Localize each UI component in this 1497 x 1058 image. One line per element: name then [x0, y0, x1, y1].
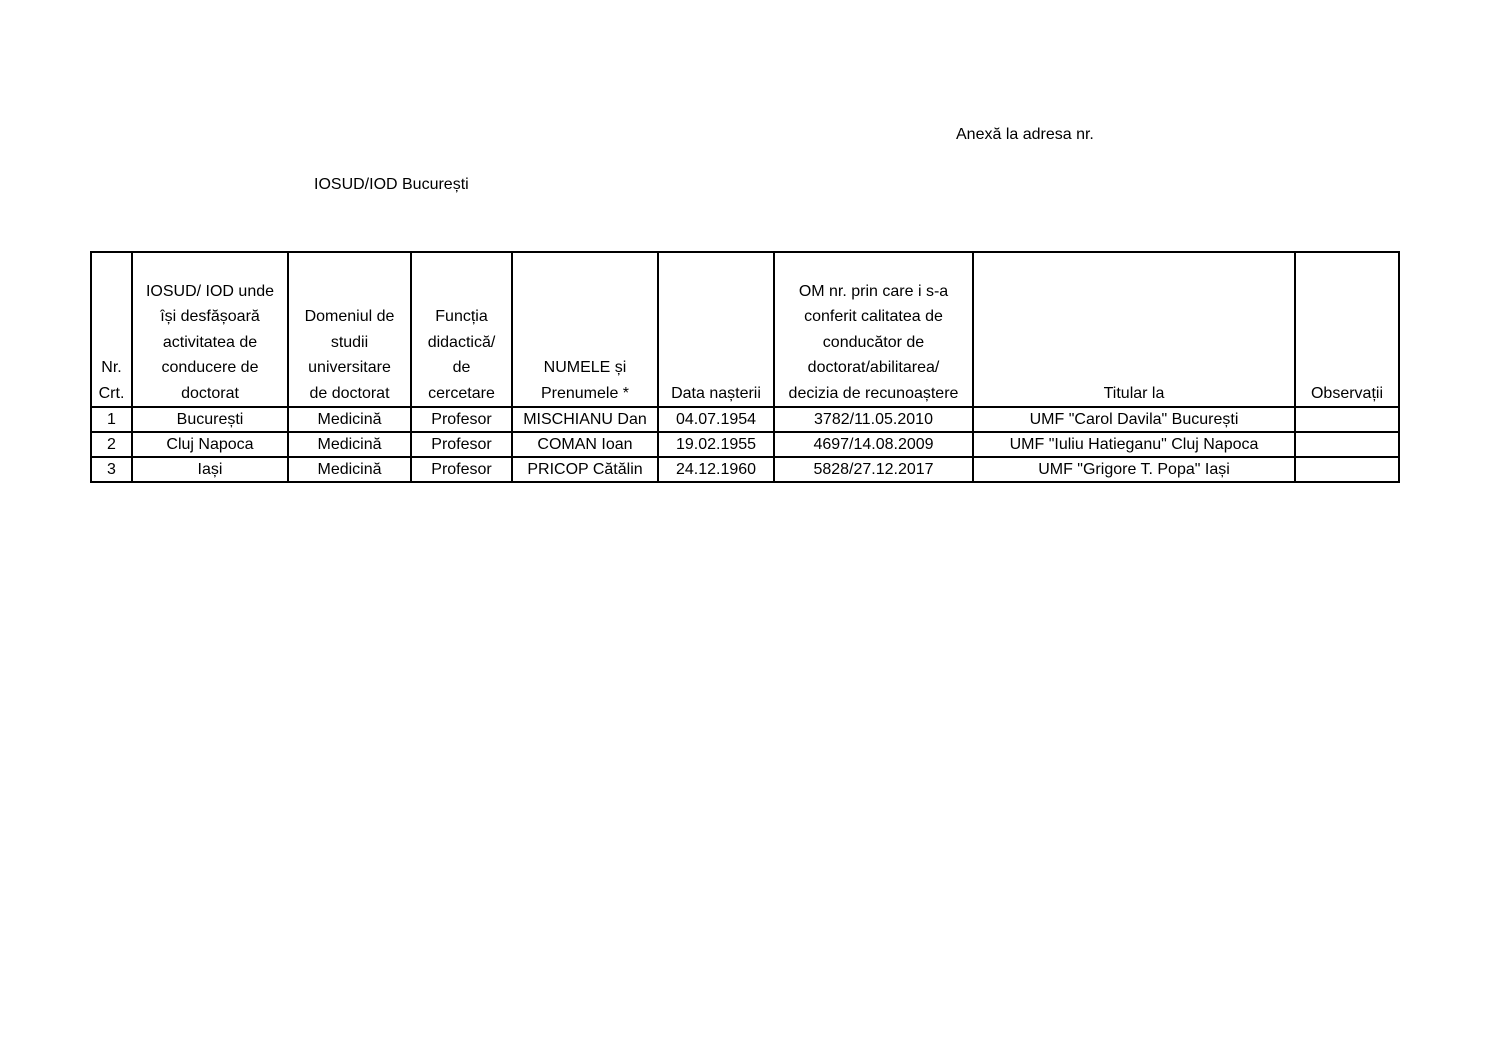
cell-om: 5828/27.12.2017: [774, 457, 973, 482]
header-observatii: [1295, 252, 1399, 407]
cell-nr: 2: [91, 432, 132, 457]
cell-numele: PRICOP Cătălin: [512, 457, 658, 482]
header-data-nasterii-text: Data nașterii: [671, 384, 761, 402]
cell-domeniul: Medicină: [288, 432, 411, 457]
cell-functia: Profesor: [411, 457, 512, 482]
header-functia-text: Funcția didactică/ de cercetare: [427, 308, 496, 402]
cell-numele: COMAN Ioan: [512, 432, 658, 457]
header-functia: [411, 252, 512, 407]
doctoral-supervisors-table: [90, 251, 1400, 483]
cell-om: 3782/11.05.2010: [774, 407, 973, 432]
cell-domeniul: Medicină: [288, 407, 411, 432]
cell-iosud: Cluj Napoca: [132, 432, 288, 457]
cell-numele: MISCHIANU Dan: [512, 407, 658, 432]
cell-iosud: București: [132, 407, 288, 432]
cell-iosud: Iași: [132, 457, 288, 482]
cell-nr: 1: [91, 407, 132, 432]
header-nr-crt-text: Nr. Crt.: [98, 359, 125, 402]
header-titular-text: Titular la: [1103, 384, 1165, 402]
table-row: [91, 457, 1399, 482]
cell-data-nasterii: 24.12.1960: [658, 457, 774, 482]
header-nr-crt: [91, 252, 132, 407]
header-om-text: OM nr. prin care i s-a conferit calitatea de conducător de doctorat/abilitarea/ decizia de recunoaștere: [788, 282, 959, 402]
cell-data-nasterii: 19.02.1955: [658, 432, 774, 457]
table-header-row: [91, 252, 1399, 407]
header-om: [774, 252, 973, 407]
cell-data-nasterii: 04.07.1954: [658, 407, 774, 432]
institution-title: IOSUD/IOD București: [314, 176, 469, 193]
annex-label: Anexă la adresa nr.: [956, 126, 1094, 143]
header-iosud-text: IOSUD/ IOD unde își desfășoară activitatea de conducere de doctorat: [145, 282, 275, 402]
table-row: [91, 407, 1399, 432]
header-titular: [973, 252, 1295, 407]
header-domeniul-text: Domeniul de studii universitare de doctorat: [304, 308, 395, 402]
table-row: [91, 432, 1399, 457]
cell-titular: UMF "Carol Davila" București: [973, 407, 1295, 432]
cell-titular: UMF "Grigore T. Popa" Iași: [973, 457, 1295, 482]
cell-observatii: [1295, 432, 1399, 457]
cell-domeniul: Medicină: [288, 457, 411, 482]
header-domeniul: [288, 252, 411, 407]
header-numele: [512, 252, 658, 407]
cell-nr: 3: [91, 457, 132, 482]
header-observatii-text: Observații: [1310, 384, 1384, 402]
cell-functia: Profesor: [411, 432, 512, 457]
cell-observatii: [1295, 407, 1399, 432]
cell-om: 4697/14.08.2009: [774, 432, 973, 457]
header-data-nasterii: [658, 252, 774, 407]
cell-functia: Profesor: [411, 407, 512, 432]
header-numele-text: NUMELE și Prenumele *: [540, 359, 630, 402]
cell-titular: UMF "Iuliu Hatieganu" Cluj Napoca: [973, 432, 1295, 457]
header-iosud: [132, 252, 288, 407]
cell-observatii: [1295, 457, 1399, 482]
